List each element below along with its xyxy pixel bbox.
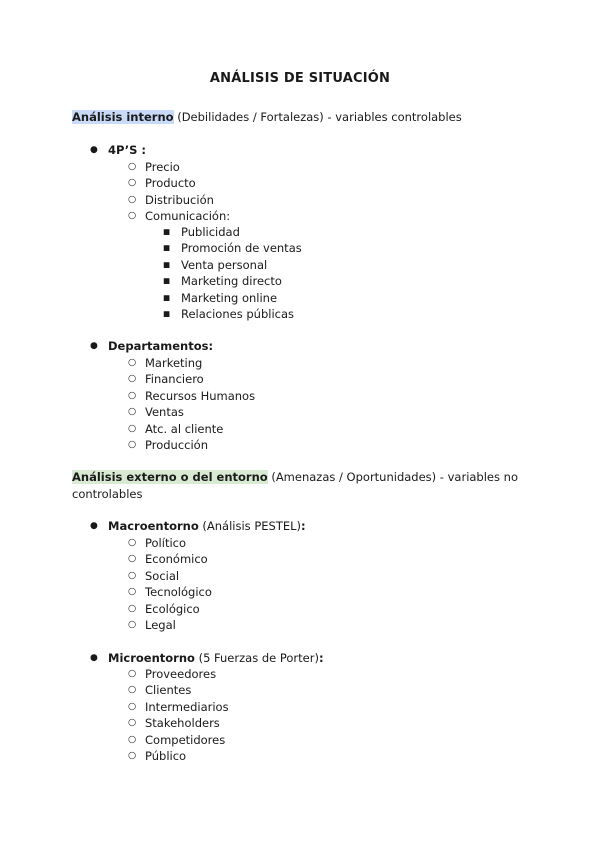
- list-item: ■ Marketing directo: [181, 273, 302, 289]
- group-microentorno-note: (5 Fuerzas de Porter): [194, 651, 319, 665]
- list-item: ○ Intermediarios: [145, 699, 229, 715]
- group-macroentorno-label: Macroentorno: [108, 519, 199, 533]
- list-4ps: [145, 159, 230, 225]
- bullet-icon: ●: [90, 521, 98, 531]
- list-item: ○ Económico: [145, 551, 212, 567]
- external-analysis-description: (Amenazas / Oportunidades) - variables no controlables: [72, 470, 518, 501]
- list-item: ■ Promoción de ventas: [181, 240, 302, 256]
- group-4ps-label: 4P’S :: [108, 143, 147, 157]
- list-item: ○ Recursos Humanos: [145, 388, 255, 404]
- list-item: ○ Ecológico: [145, 601, 212, 617]
- list-comunicacion: [181, 224, 302, 322]
- internal-analysis-heading: [72, 109, 532, 126]
- group-departamentos: [90, 338, 214, 354]
- list-item: ■ Publicidad: [181, 224, 302, 240]
- list-item: ○ Clientes: [145, 682, 229, 698]
- internal-analysis-description: (Debilidades / Fortalezas) - variables controlables: [173, 110, 462, 124]
- list-item: ■ Marketing online: [181, 290, 302, 306]
- list-item: ○ Marketing: [145, 355, 255, 371]
- list-item: ○ Político: [145, 535, 212, 551]
- list-departamentos: [145, 355, 255, 453]
- group-microentorno-colon: :: [318, 651, 324, 665]
- list-item: ○ Proveedores: [145, 666, 229, 682]
- list-item: ■ Relaciones públicas: [181, 306, 302, 322]
- document-title: ANÁLISIS DE SITUACIÓN: [209, 71, 391, 86]
- group-macroentorno-note: (Análisis PESTEL): [198, 519, 302, 533]
- list-item: ○ Público: [145, 748, 229, 764]
- external-analysis-heading: [72, 469, 532, 502]
- list-item: ○ Precio: [145, 159, 230, 175]
- list-item: ■ Venta personal: [181, 257, 302, 273]
- internal-analysis-label: Análisis interno: [72, 110, 174, 124]
- list-macroentorno: [145, 535, 212, 633]
- list-item: ○ Ventas: [145, 404, 255, 420]
- bullet-icon: ●: [90, 145, 98, 155]
- list-item: ○ Stakeholders: [145, 715, 229, 731]
- list-item: ○ Competidores: [145, 732, 229, 748]
- list-item: ○ Atc. al cliente: [145, 421, 255, 437]
- bullet-icon: ●: [90, 653, 98, 663]
- list-microentorno: [145, 666, 229, 764]
- list-item: ○ Social: [145, 568, 212, 584]
- list-item: ○ Legal: [145, 617, 212, 633]
- list-item: ○ Tecnológico: [145, 584, 212, 600]
- bullet-icon: ●: [90, 341, 98, 351]
- group-4ps: [90, 142, 147, 158]
- group-macroentorno: [90, 518, 306, 534]
- list-item: ○ Financiero: [145, 371, 255, 387]
- group-macroentorno-colon: :: [301, 519, 306, 533]
- list-item: ○ Distribución: [145, 192, 230, 208]
- external-analysis-label: Análisis externo o del entorno: [72, 470, 268, 484]
- group-departamentos-label: Departamentos:: [108, 339, 214, 353]
- group-microentorno-label: Microentorno: [108, 651, 195, 665]
- list-item: ○ Producto: [145, 175, 230, 191]
- list-item: ○ Comunicación:: [145, 208, 230, 224]
- group-microentorno: [90, 650, 324, 666]
- list-item: ○ Producción: [145, 437, 255, 453]
